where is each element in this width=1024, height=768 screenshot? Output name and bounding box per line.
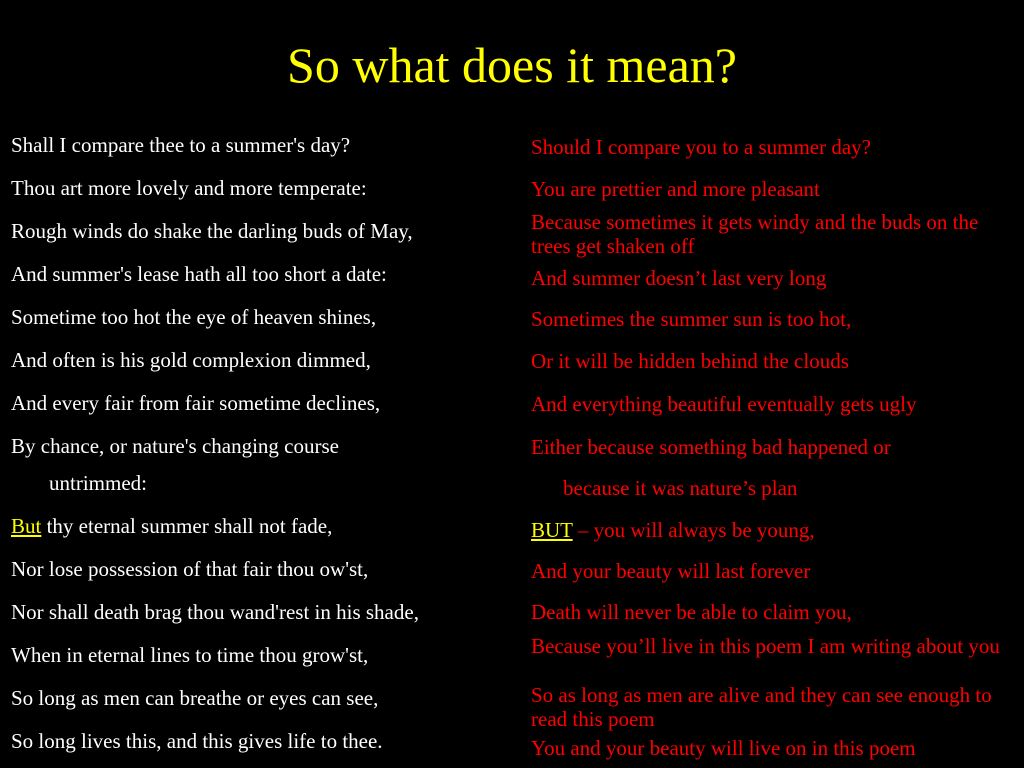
translation-line-11: Death will never be able to claim you, xyxy=(531,600,852,624)
translation-line-3: Because sometimes it gets windy and the buds on the trees get shaken off xyxy=(531,210,979,258)
translation-line-5: Sometimes the summer sun is too hot, xyxy=(531,307,852,331)
original-line-13: So long as men can breathe or eyes can see, xyxy=(11,686,379,710)
original-line-6: And often is his gold complexion dimmed, xyxy=(11,348,371,372)
original-line-9-rest: thy eternal summer shall not fade, xyxy=(41,514,333,538)
original-line-1: Shall I compare thee to a summer's day? xyxy=(11,133,351,157)
translation-line-2: You are prettier and more pleasant xyxy=(531,177,820,201)
translation-line-1: Should I compare you to a summer day? xyxy=(531,135,871,159)
original-line-3: Rough winds do shake the darling buds of May, xyxy=(11,219,413,243)
original-line-14: So long lives this, and this gives life to thee. xyxy=(11,729,383,753)
keyword-but-translation: BUT xyxy=(531,518,573,542)
slide-title: So what does it mean? xyxy=(287,37,737,93)
translation-line-9-rest: – you will always be young, xyxy=(572,518,815,542)
original-line-8-continued: untrimmed: xyxy=(49,471,147,495)
translation-line-12: Because you’ll live in this poem I am writing about you xyxy=(531,634,1000,658)
translation-line-4: And summer doesn’t last very long xyxy=(531,266,827,290)
original-line-2: Thou art more lovely and more temperate: xyxy=(11,176,367,200)
original-line-11: Nor shall death brag thou wand'rest in his shade, xyxy=(11,600,419,624)
translation-line-6: Or it will be hidden behind the clouds xyxy=(531,349,849,373)
translation-line-14: You and your beauty will live on in this poem xyxy=(531,736,916,760)
original-line-9 xyxy=(11,512,332,540)
original-line-5: Sometime too hot the eye of heaven shines, xyxy=(11,305,377,329)
translation-line-8: Either because something bad happened or xyxy=(531,435,891,459)
original-line-4: And summer's lease hath all too short a date: xyxy=(11,262,387,286)
original-line-12: When in eternal lines to time thou grow'st, xyxy=(11,643,369,667)
translation-line-7: And everything beautiful eventually gets ugly xyxy=(531,392,917,416)
translation-line-10: And your beauty will last forever xyxy=(531,559,811,583)
translation-line-8-continued: because it was nature’s plan xyxy=(563,476,798,500)
translation-line-13: So as long as men are alive and they can see enough to read this poem xyxy=(531,683,992,731)
original-line-7: And every fair from fair sometime declines, xyxy=(11,391,381,415)
original-line-8: By chance, or nature's changing course xyxy=(11,434,339,458)
translation-line-9 xyxy=(531,518,815,542)
keyword-but: But xyxy=(11,514,42,538)
original-line-10: Nor lose possession of that fair thou ow'st, xyxy=(11,557,369,581)
